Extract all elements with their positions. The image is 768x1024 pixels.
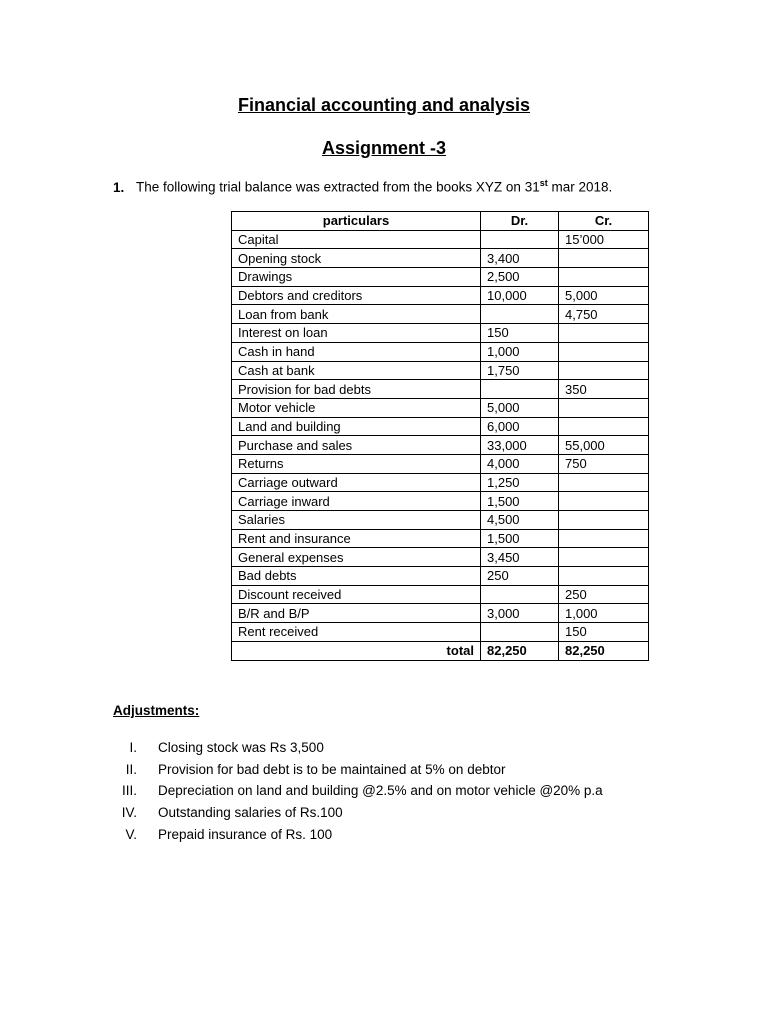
row-particular: Drawings (232, 268, 481, 287)
question-number: 1. (113, 179, 125, 195)
row-dr: 1,750 (481, 361, 559, 380)
adjustment-item (113, 802, 603, 824)
row-particular: Purchase and sales (232, 436, 481, 455)
row-particular: Interest on loan (232, 324, 481, 343)
adjustment-item (113, 759, 603, 781)
table-row (232, 529, 649, 548)
adjustment-numeral: IV. (121, 805, 137, 821)
row-cr: 150 (559, 623, 649, 642)
table-row (232, 361, 649, 380)
table-row (232, 511, 649, 530)
row-particular: Provision for bad debts (232, 380, 481, 399)
table-row (232, 473, 649, 492)
row-dr: 10,000 (481, 286, 559, 305)
row-particular: Opening stock (232, 249, 481, 268)
row-cr: 5,000 (559, 286, 649, 305)
row-cr (559, 361, 649, 380)
adjustment-numeral: III. (121, 783, 137, 799)
adjustments-list (113, 737, 603, 845)
row-cr (559, 398, 649, 417)
row-dr (481, 585, 559, 604)
row-cr (559, 492, 649, 511)
row-cr: 1,000 (559, 604, 649, 623)
row-dr: 3,400 (481, 249, 559, 268)
adjustment-text: Outstanding salaries of Rs.100 (158, 805, 343, 821)
row-cr (559, 473, 649, 492)
row-cr (559, 268, 649, 287)
row-particular: Carriage outward (232, 473, 481, 492)
adjustment-text: Prepaid insurance of Rs. 100 (158, 826, 333, 842)
adjustment-item (113, 780, 603, 802)
row-particular: Cash at bank (232, 361, 481, 380)
row-particular: Loan from bank (232, 305, 481, 324)
row-particular: Motor vehicle (232, 398, 481, 417)
table-row (232, 492, 649, 511)
adjustment-text: Depreciation on land and building @2.5% and on motor vehicle @20% p.a (158, 783, 603, 799)
row-dr: 150 (481, 324, 559, 343)
row-cr (559, 417, 649, 436)
row-dr (481, 623, 559, 642)
adjustment-text: Closing stock was Rs 3,500 (158, 740, 324, 755)
row-dr (481, 230, 559, 249)
adjustments-heading: Adjustments: (113, 703, 200, 718)
table-row (232, 286, 649, 305)
row-dr: 2,500 (481, 268, 559, 287)
row-cr: 55,000 (559, 436, 649, 455)
row-dr: 33,000 (481, 436, 559, 455)
row-cr (559, 529, 649, 548)
table-row (232, 623, 649, 642)
row-dr: 1,500 (481, 529, 559, 548)
table-header-row (232, 212, 649, 231)
header-dr: Dr. (481, 212, 559, 231)
table-row (232, 604, 649, 623)
row-particular: Carriage inward (232, 492, 481, 511)
row-particular: Land and building (232, 417, 481, 436)
row-cr: 4,750 (559, 305, 649, 324)
row-particular: Debtors and creditors (232, 286, 481, 305)
table-body (232, 230, 649, 641)
row-dr (481, 380, 559, 399)
adjustment-numeral: I. (129, 740, 137, 755)
row-cr (559, 511, 649, 530)
table-row (232, 567, 649, 586)
adjustment-item (113, 824, 603, 846)
row-dr: 3,450 (481, 548, 559, 567)
row-cr (559, 548, 649, 567)
row-dr (481, 305, 559, 324)
row-particular: Rent and insurance (232, 529, 481, 548)
question-1 (113, 178, 612, 195)
table-row (232, 230, 649, 249)
row-particular: B/R and B/P (232, 604, 481, 623)
row-particular: Capital (232, 230, 481, 249)
row-dr: 4,000 (481, 454, 559, 473)
row-cr (559, 249, 649, 268)
document-title: Financial accounting and analysis (237, 95, 531, 115)
row-dr: 3,000 (481, 604, 559, 623)
row-particular: Salaries (232, 511, 481, 530)
row-dr: 5,000 (481, 398, 559, 417)
adjustment-item (113, 737, 603, 759)
header-particulars: particulars (232, 212, 481, 231)
row-dr: 1,500 (481, 492, 559, 511)
row-particular: Returns (232, 454, 481, 473)
row-cr (559, 342, 649, 361)
question-text: The following trial balance was extracted from the books XYZ on 31 (136, 179, 540, 195)
row-dr: 1,250 (481, 473, 559, 492)
table-row (232, 380, 649, 399)
table-row (232, 417, 649, 436)
row-particular: Bad debts (232, 567, 481, 586)
table-row (232, 398, 649, 417)
assignment-title: Assignment -3 (321, 138, 447, 158)
row-particular: General expenses (232, 548, 481, 567)
header-cr: Cr. (559, 212, 649, 231)
table-row (232, 305, 649, 324)
table-row (232, 454, 649, 473)
table-row (232, 342, 649, 361)
row-dr: 250 (481, 567, 559, 586)
table-row (232, 268, 649, 287)
row-particular: Cash in hand (232, 342, 481, 361)
total-row (232, 641, 649, 660)
table-row (232, 585, 649, 604)
adjustment-numeral: II. (125, 761, 137, 777)
table-row (232, 324, 649, 343)
table-row (232, 249, 649, 268)
row-cr: 350 (559, 380, 649, 399)
question-text-end: mar 2018. (547, 179, 613, 195)
adjustment-text: Provision for bad debt is to be maintained at 5% on debtor (158, 761, 506, 777)
total-cr: 82,250 (559, 641, 649, 660)
row-cr: 750 (559, 454, 649, 473)
question-superscript: st (539, 178, 548, 188)
row-particular: Rent received (232, 623, 481, 642)
row-dr: 6,000 (481, 417, 559, 436)
row-dr: 1,000 (481, 342, 559, 361)
trial-balance-table (231, 211, 649, 661)
table-row (232, 548, 649, 567)
adjustment-numeral: V. (125, 826, 137, 842)
table-row (232, 436, 649, 455)
row-dr: 4,500 (481, 511, 559, 530)
row-cr: 15’000 (559, 230, 649, 249)
row-cr (559, 324, 649, 343)
total-label: total (232, 641, 481, 660)
row-cr: 250 (559, 585, 649, 604)
row-particular: Discount received (232, 585, 481, 604)
total-dr: 82,250 (481, 641, 559, 660)
row-cr (559, 567, 649, 586)
